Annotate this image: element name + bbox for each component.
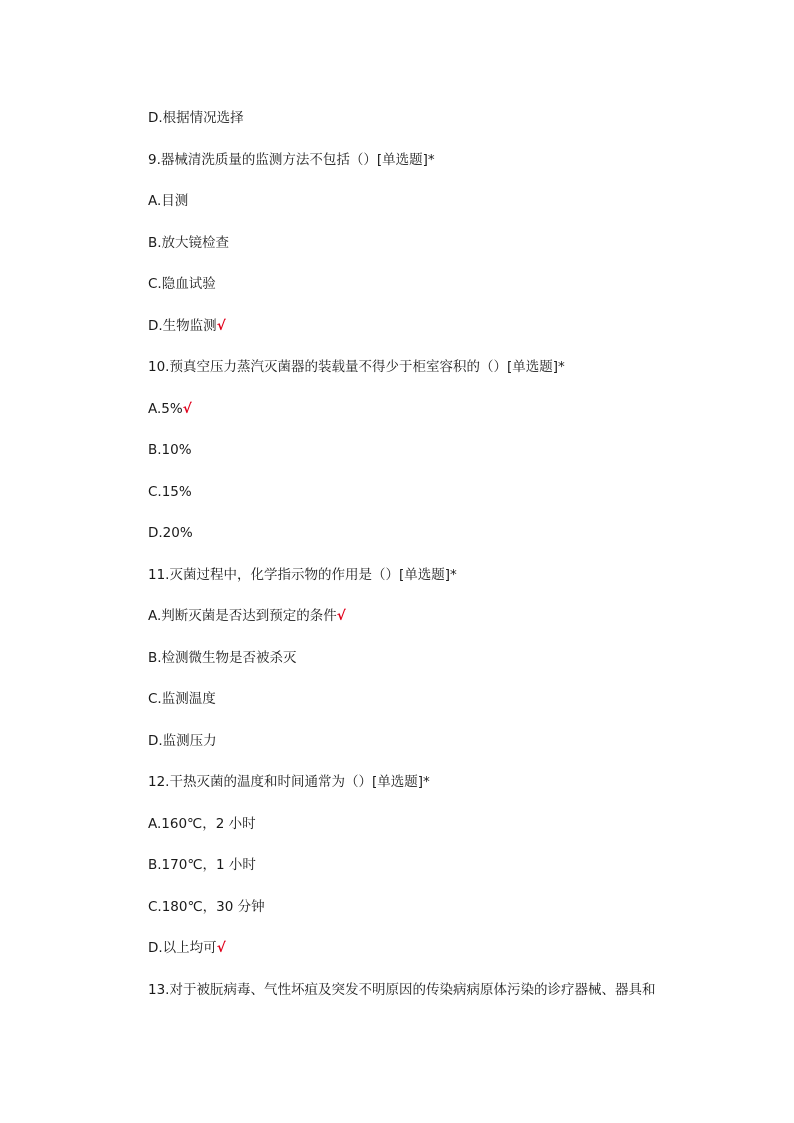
question-text [148, 981, 655, 999]
line-text: 10.预真空压力蒸汽灭菌器的装载量不得少于柜室容积的（）[单选题]* [148, 359, 565, 375]
line-text: A.160℃，2 小时 [148, 816, 256, 832]
question-text [148, 566, 457, 584]
line-text: A.5% [148, 401, 183, 417]
option-text [148, 275, 216, 293]
line-text: 13.对于被朊病毒、气性坏疽及突发不明原因的传染病病原体污染的诊疗器械、器具和 [148, 982, 656, 998]
line-text: C.监测温度 [148, 691, 216, 707]
option-text [148, 856, 256, 874]
option-text [148, 524, 193, 542]
line-text: C.180℃，30 分钟 [148, 899, 265, 915]
option-text [148, 192, 188, 210]
option-text [148, 607, 346, 625]
option-text [148, 815, 256, 833]
check-mark: √ [216, 318, 226, 334]
line-text: 9.器械清洗质量的监测方法不包括（）[单选题]* [148, 152, 435, 168]
option-text [148, 649, 297, 667]
line-text: D.监测压力 [148, 733, 217, 749]
line-text: B.放大镜检查 [148, 235, 230, 251]
line-text: B.检测微生物是否被杀灭 [148, 650, 297, 666]
check-mark: √ [336, 608, 346, 624]
line-text: B.10% [148, 442, 192, 458]
question-text [148, 773, 430, 791]
line-text: C.15% [148, 484, 192, 500]
option-text [148, 939, 226, 957]
text-line [148, 109, 244, 127]
line-text: A.判断灭菌是否达到预定的条件 [148, 608, 337, 624]
option-text [148, 400, 192, 418]
option-text [148, 483, 192, 501]
line-text: 11.灭菌过程中，化学指示物的作用是（）[单选题]* [148, 567, 457, 583]
line-text: C.隐血试验 [148, 276, 216, 292]
option-text [148, 441, 192, 459]
option-text [148, 690, 216, 708]
line-text: D.以上均可 [148, 940, 217, 956]
option-text [148, 732, 217, 750]
option-text [148, 317, 226, 335]
option-text [148, 234, 229, 252]
check-mark: √ [182, 401, 192, 417]
line-text: D.生物监测 [148, 318, 217, 334]
line-text: 12.干热灭菌的温度和时间通常为（）[单选题]* [148, 774, 430, 790]
question-text [148, 151, 435, 169]
line-text: D.根据情况选择 [148, 110, 244, 126]
line-text: D.20% [148, 525, 193, 541]
option-text [148, 898, 265, 916]
question-text [148, 358, 565, 376]
check-mark: √ [216, 940, 226, 956]
line-text: A.目测 [148, 193, 189, 209]
line-text: B.170℃，1 小时 [148, 857, 256, 873]
